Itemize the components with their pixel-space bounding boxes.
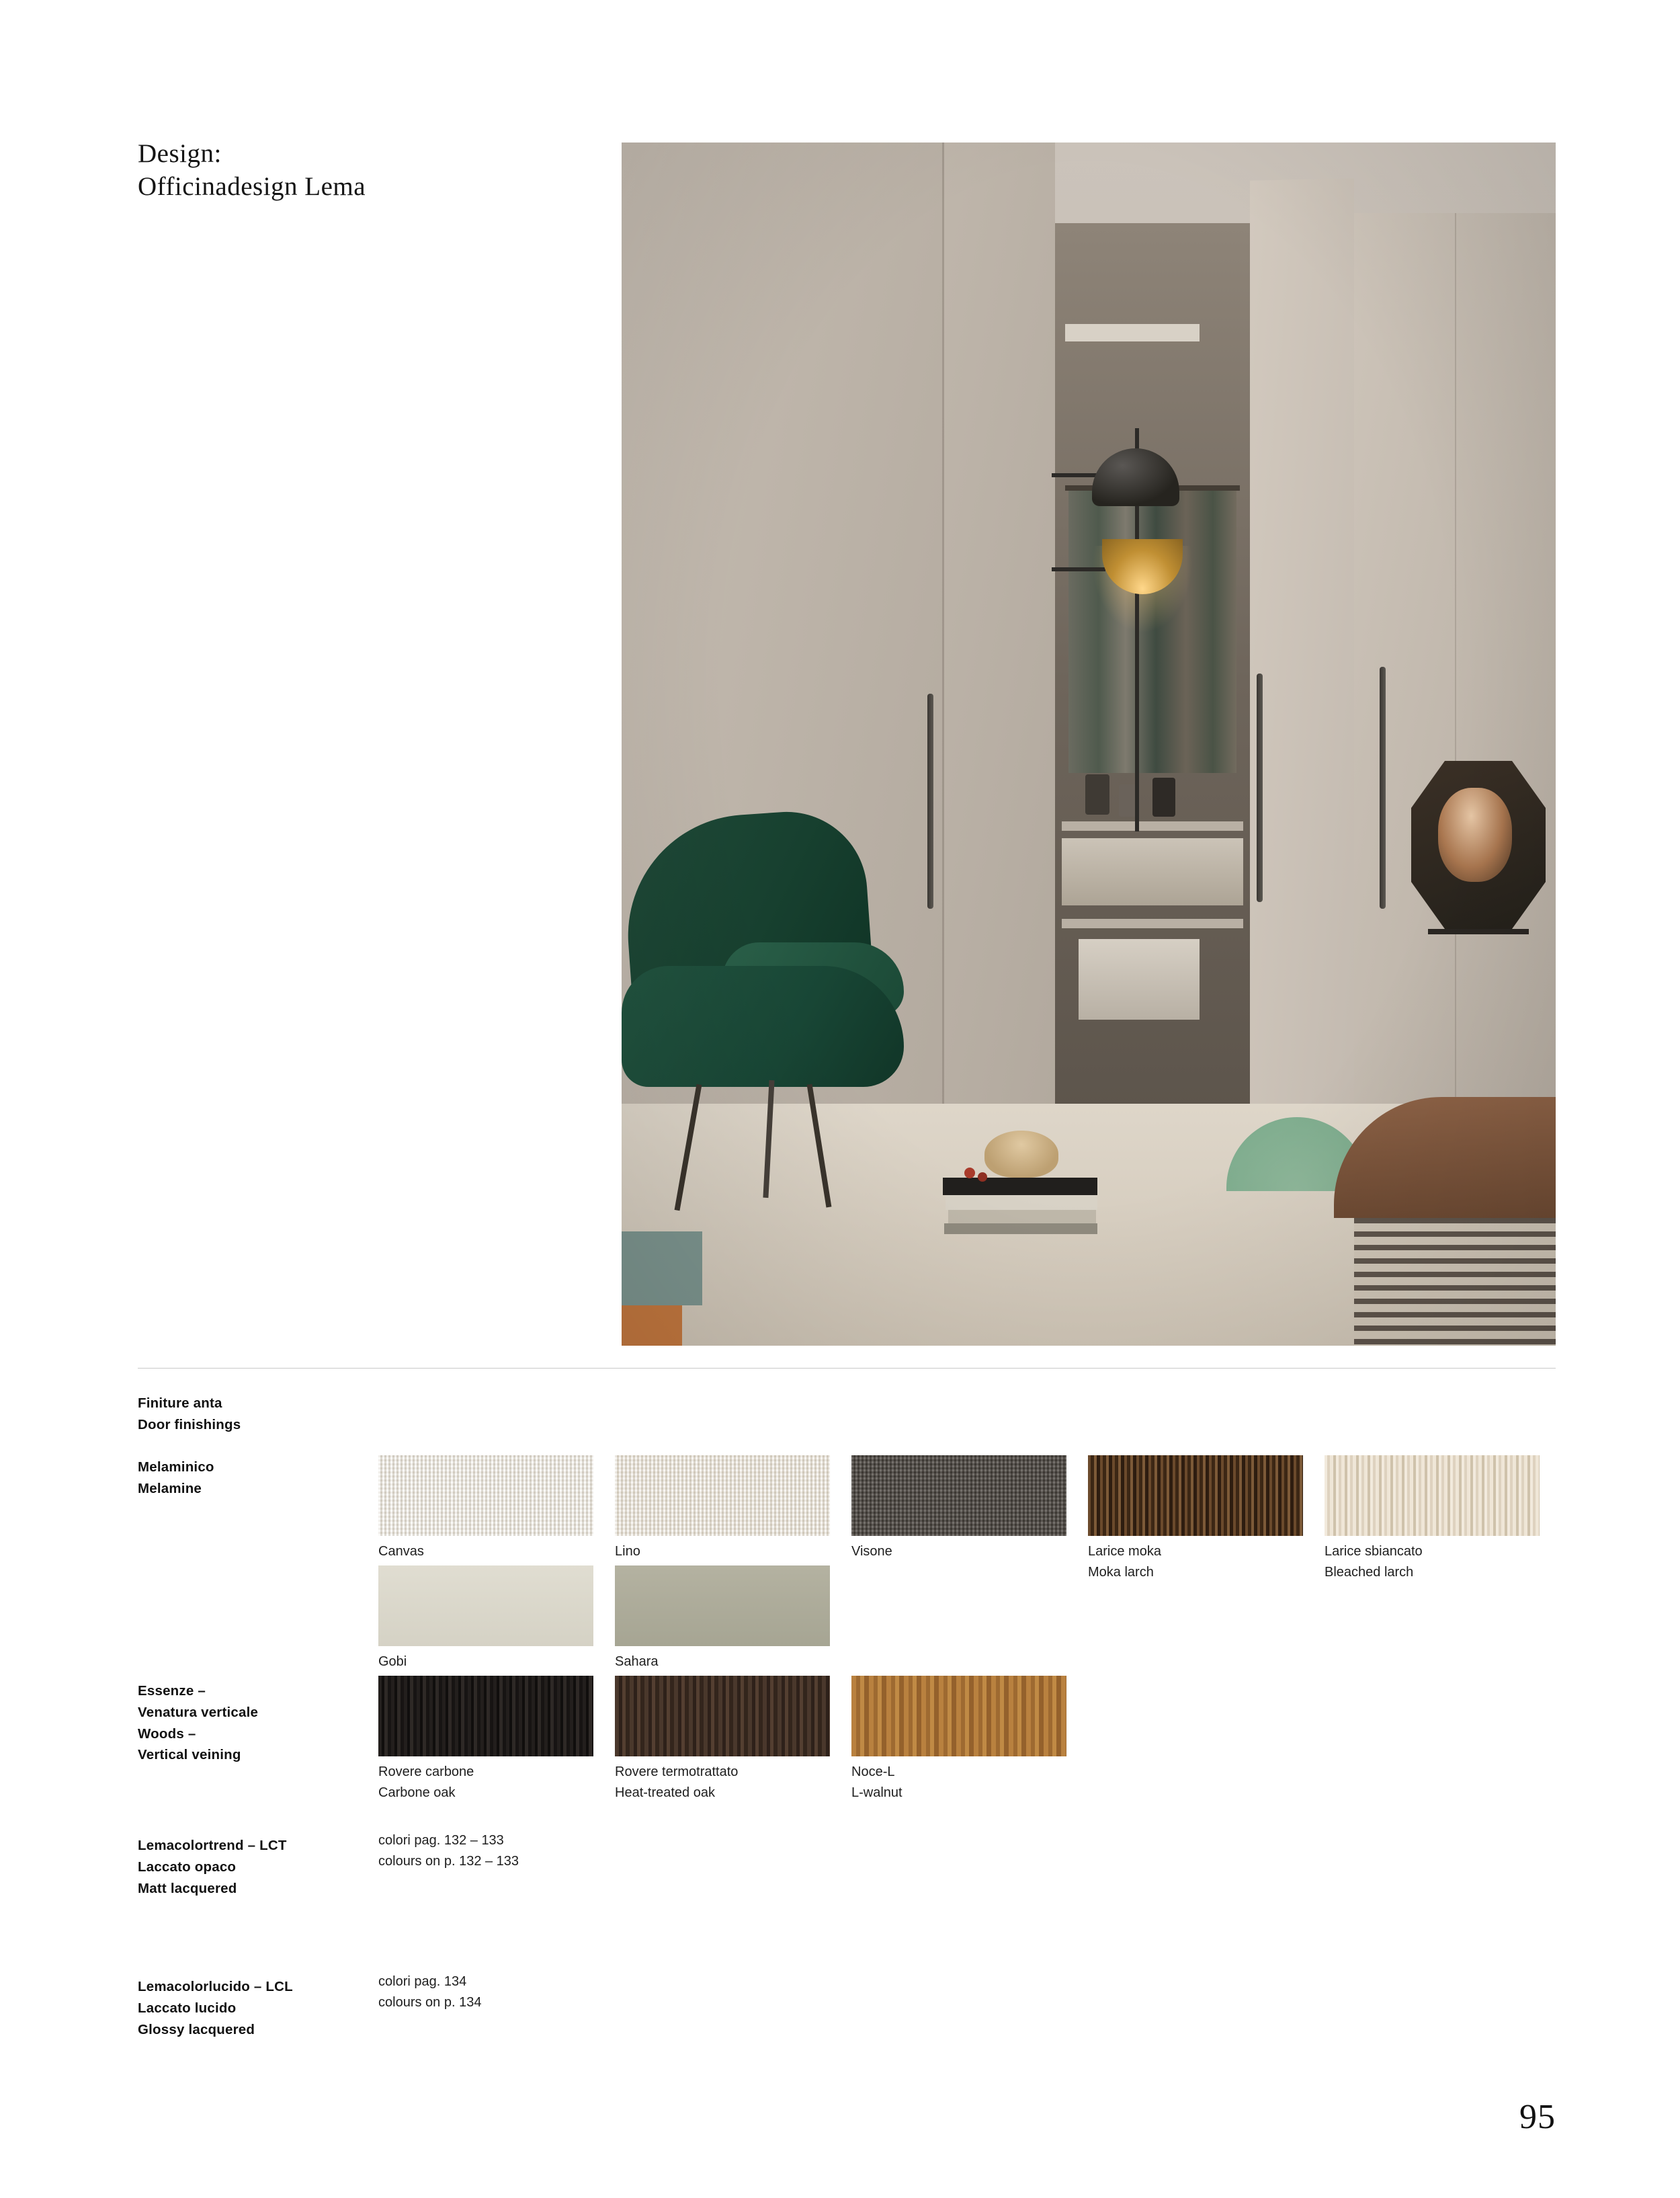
- group-label-melamine-en: Melamine: [138, 1480, 202, 1496]
- wardrobe-handle-right: [1380, 667, 1386, 909]
- floor-lamp-arm-upper: [1052, 473, 1100, 477]
- page-number: 95: [1519, 2098, 1556, 2136]
- swatch-gobi[interactable]: [378, 1565, 593, 1669]
- lct-colour-reference-it: colori pag. 132 – 133: [378, 1833, 504, 1848]
- floor-lamp-arm-lower: [1052, 567, 1105, 571]
- finishes-section-title: [138, 1393, 241, 1436]
- portrait-stand: [1428, 929, 1529, 934]
- portrait-figure: [1438, 788, 1512, 882]
- swatch-caption-sahara: [615, 1652, 659, 1672]
- book-stack: [943, 1178, 1097, 1233]
- decor-fruit-1: [964, 1168, 975, 1178]
- group-label-melamine-it: Melaminico: [138, 1459, 214, 1475]
- lcl-colour-reference-en: colours on p. 134: [378, 1995, 482, 2010]
- section-divider: [138, 1368, 1556, 1369]
- swatch-lino[interactable]: [615, 1455, 830, 1559]
- swatch-caption-visone: [851, 1541, 892, 1562]
- design-credit: [138, 138, 366, 204]
- design-credit-line-2: Officinadesign Lema: [138, 171, 366, 201]
- rug-striped-shape: [1354, 1218, 1556, 1346]
- swatch-caption-canvas-it: Canvas: [378, 1544, 424, 1559]
- shelf-object-1: [1085, 774, 1109, 815]
- swatch-caption-larice-sbiancato-it: Larice sbiancato: [1325, 1544, 1423, 1559]
- hero-image: [622, 143, 1556, 1346]
- swatch-caption-visone-it: Visone: [851, 1544, 892, 1559]
- swatch-caption-rovere-carbone-it: Rovere carbone: [378, 1764, 474, 1779]
- swatch-caption-larice-moka: [1088, 1541, 1161, 1583]
- lct-colour-reference-en: colours on p. 132 – 133: [378, 1854, 519, 1869]
- rug-orange-shape: [622, 1305, 682, 1346]
- interior-shelf-lower: [1062, 919, 1243, 928]
- group-label-lcl-line2: Laccato lucido: [138, 2000, 237, 2016]
- swatch-canvas[interactable]: [378, 1455, 593, 1559]
- swatch-caption-noce-l-it: Noce-L: [851, 1764, 895, 1779]
- group-label-lcl-line3: Glossy lacquered: [138, 2021, 255, 2037]
- wardrobe-door-open: [1250, 178, 1354, 1141]
- book-3: [948, 1210, 1096, 1223]
- rug-teal-shape: [622, 1231, 702, 1305]
- swatch-sahara[interactable]: [615, 1565, 830, 1669]
- swatch-caption-rovere-carbone-en: Carbone oak: [378, 1785, 456, 1800]
- group-label-woods-en-2: Vertical veining: [138, 1747, 241, 1763]
- wardrobe-handle-left: [927, 694, 933, 909]
- swatch-larice-sbiancato[interactable]: [1325, 1455, 1540, 1580]
- group-label-woods-it-1: Essenze –: [138, 1683, 206, 1699]
- interior-drawer: [1062, 838, 1243, 905]
- group-label-melamine: [138, 1457, 214, 1500]
- swatch-caption-sahara-it: Sahara: [615, 1654, 659, 1669]
- swatch-larice-moka[interactable]: [1088, 1455, 1303, 1580]
- lcl-colour-reference-it: colori pag. 134: [378, 1974, 467, 1989]
- group-label-woods-it-2: Venatura verticale: [138, 1704, 259, 1720]
- book-1: [943, 1178, 1097, 1195]
- swatch-caption-rovere-termotrattato: [615, 1762, 738, 1803]
- swatch-caption-canvas: [378, 1541, 424, 1562]
- swatch-caption-noce-l-en: L-walnut: [851, 1785, 902, 1800]
- decor-bowl: [984, 1131, 1058, 1178]
- design-credit-line-1: Design:: [138, 139, 222, 168]
- group-label-lcl: [138, 1976, 293, 2040]
- swatch-noce-l[interactable]: [851, 1676, 1066, 1800]
- lct-colour-reference: [378, 1830, 519, 1872]
- lcl-colour-reference: [378, 1971, 481, 2013]
- group-label-lcl-line1: Lemacolorlucido – LCL: [138, 1979, 293, 1994]
- swatch-caption-noce-l: [851, 1762, 902, 1803]
- swatch-caption-larice-sbiancato-en: Bleached larch: [1325, 1565, 1414, 1580]
- wardrobe-handle-open-door: [1257, 674, 1263, 902]
- wardrobe-door-left-second: [944, 143, 1055, 1124]
- swatch-caption-lino-it: Lino: [615, 1544, 640, 1559]
- swatch-visone[interactable]: [851, 1455, 1066, 1559]
- armchair-seat: [622, 966, 904, 1087]
- swatch-caption-larice-moka-it: Larice moka: [1088, 1544, 1161, 1559]
- swatch-rovere-termotrattato[interactable]: [615, 1676, 830, 1800]
- decor-fruit-2: [978, 1172, 987, 1182]
- swatch-caption-rovere-termotrattato-it: Rovere termotrattato: [615, 1764, 739, 1779]
- shelf-object-3: [1152, 778, 1175, 817]
- storage-box: [1079, 939, 1200, 1020]
- group-label-lct: [138, 1835, 287, 1899]
- group-label-woods-en-1: Woods –: [138, 1725, 196, 1742]
- group-label-lct-line3: Matt lacquered: [138, 1880, 237, 1896]
- interior-light-bar: [1065, 324, 1200, 341]
- swatch-caption-larice-sbiancato: [1325, 1541, 1423, 1583]
- swatch-caption-gobi-it: Gobi: [378, 1654, 407, 1669]
- book-4: [944, 1223, 1097, 1234]
- finishes-title-it: Finiture anta: [138, 1395, 222, 1411]
- group-label-lct-line1: Lemacolortrend – LCT: [138, 1838, 287, 1853]
- book-2: [946, 1195, 1097, 1210]
- hero-scene: [622, 143, 1556, 1346]
- swatch-caption-rovere-termotrattato-en: Heat-treated oak: [615, 1785, 715, 1800]
- interior-shelf-upper: [1062, 821, 1243, 831]
- finishes-title-en: Door finishings: [138, 1416, 241, 1432]
- swatch-caption-lino: [615, 1541, 640, 1562]
- swatch-caption-larice-moka-en: Moka larch: [1088, 1565, 1154, 1580]
- swatch-caption-gobi: [378, 1652, 407, 1672]
- swatch-rovere-carbone[interactable]: [378, 1676, 593, 1800]
- swatch-caption-rovere-carbone: [378, 1762, 474, 1803]
- group-label-woods: [138, 1680, 258, 1766]
- group-label-lct-line2: Laccato opaco: [138, 1859, 237, 1875]
